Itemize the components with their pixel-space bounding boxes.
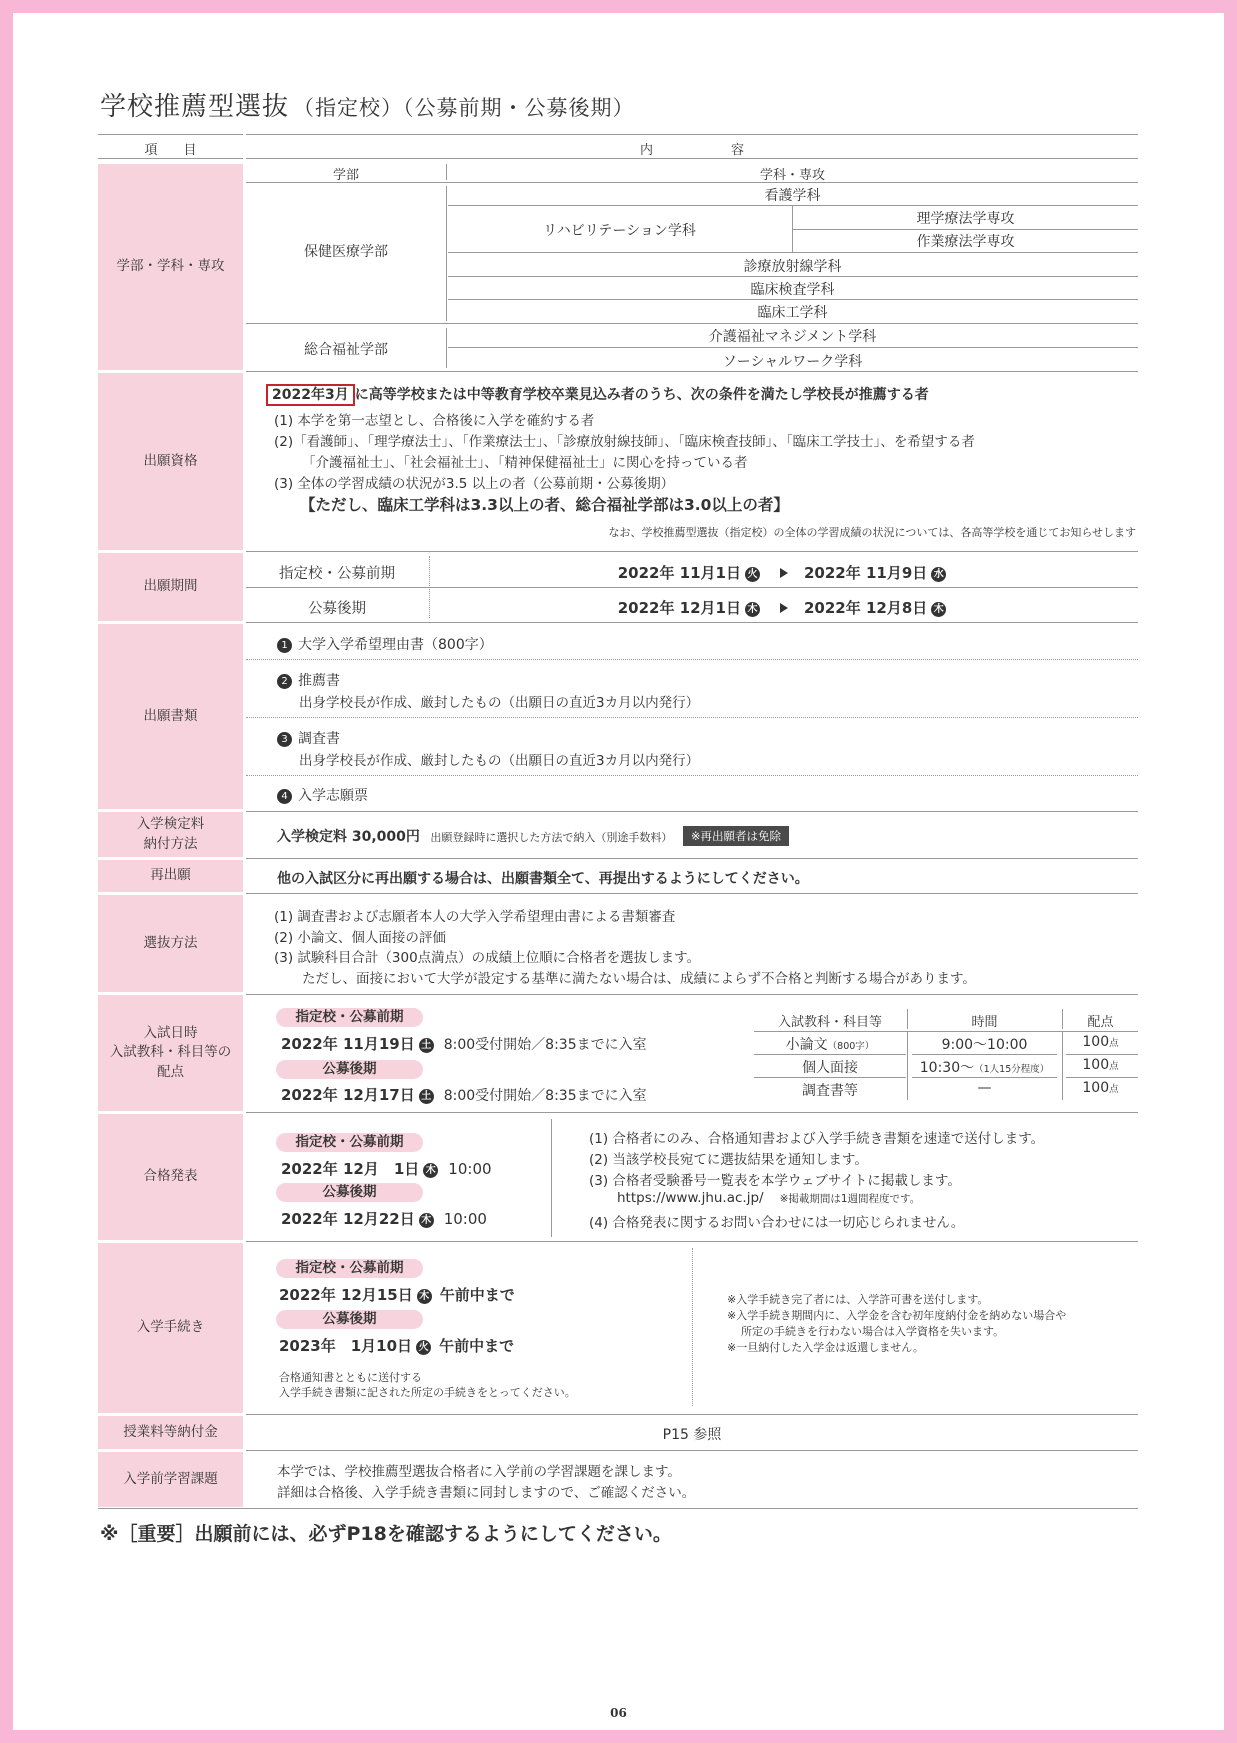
reapply-text: 他の入試区分に再出願する場合は、出願書類全て、再提出するようにしてください。 [277, 871, 809, 887]
document-2 [277, 670, 340, 690]
document-divider-3 [246, 775, 1138, 776]
header-line-right [246, 134, 1138, 135]
result-date-early [281, 1158, 492, 1179]
exam-r2-points [1063, 1057, 1138, 1073]
page-title [100, 86, 635, 123]
period-r2-label: 公募後期 [308, 601, 366, 617]
document-divider-2 [246, 717, 1138, 718]
exam-r3-subject: 調査書等 [802, 1083, 858, 1099]
enroll-pill-late: 公募後期 [276, 1310, 423, 1329]
day-icon: 火 [745, 567, 760, 582]
exam-r2-line-b [912, 1077, 1057, 1078]
sep-reapply [246, 858, 1138, 859]
selection-3-note: ただし、面接において大学が設定する基準に満たない場合は、成績によらず不合格と判断する場合があります。 [302, 971, 976, 987]
fee-row [277, 826, 789, 846]
exam-r1-time: 9:00〜10:00 [941, 1037, 1028, 1053]
sep-documents [246, 622, 1138, 623]
enroll-date1: 2022年 12月15日 [279, 1286, 413, 1304]
enroll-date-late [279, 1335, 514, 1356]
qualification-c2b: 「介護福祉士」、「社会福祉士」、「精神保健福祉士」に関心を持っている者 [302, 455, 748, 471]
faculty-welfare: 総合福祉学部 [304, 342, 388, 358]
document-4 [277, 785, 368, 805]
result-time2: 10:00 [443, 1210, 487, 1228]
title-main: 学校推薦型選抜 [100, 92, 290, 122]
enroll-r2: ※入学手続き期間内に、入学金を含む初年度納付金を納めない場合や [727, 1309, 1067, 1322]
enroll-note2: 入学手続き書類に記された所定の手続きをとってください。 [279, 1386, 576, 1399]
exam-time1: 8:00受付開始／8:35までに入室 [443, 1037, 647, 1053]
result-date2: 2022年 12月22日 [281, 1210, 415, 1228]
result-url-row [617, 1190, 920, 1206]
enroll-r1: ※入学手続き完了者には、入学許可書を送付します。 [727, 1293, 989, 1306]
dept-radiology: 診療放射線学科 [743, 259, 842, 275]
day-icon: 土 [419, 1038, 434, 1053]
exam-r2-points-value: 100 [1082, 1057, 1110, 1073]
arrow-right-icon [780, 568, 788, 578]
exam-table-vline-3 [907, 1032, 908, 1100]
qualification-lead [266, 384, 929, 404]
label-enrollment: 入学手続き [98, 1243, 243, 1413]
header-line-right-bottom [246, 158, 1138, 159]
enroll-time2: 午前中まで [439, 1337, 515, 1355]
exam-r1-subject [754, 1034, 906, 1054]
qualification-emphasis: 【ただし、臨床工学科は3.3以上の者、総合福祉学部は3.0以上の者】 [300, 496, 789, 514]
selection-2: (2) 小論文、個人面接の評価 [274, 930, 446, 946]
result-url-note: ※掲載期間は1週間程度です。 [779, 1193, 921, 1205]
document-3-text: 調査書 [298, 731, 340, 747]
label-period: 出願期間 [98, 553, 243, 621]
header-item: 項 目 [144, 143, 197, 158]
period-row-divider [246, 587, 1138, 588]
fee-amount: 入学検定料 30,000円 [277, 829, 420, 845]
exam-date1: 2022年 11月19日 [281, 1035, 415, 1053]
result-n4: (4) 合格発表に関するお問い合わせには一切応じられません。 [589, 1215, 965, 1231]
label-fee: 入学検定料 納付方法 [98, 812, 243, 857]
exam-r2-time [908, 1057, 1061, 1077]
result-n3: (3) 合格者受験番号一覧表を本学ウェブサイトに掲載します。 [589, 1173, 961, 1189]
exam-date-early [281, 1033, 647, 1054]
exam-r2-time-text: 10:30〜 [919, 1060, 975, 1076]
tuition-text: P15 参照 [662, 1427, 722, 1443]
line-radiology [448, 276, 1138, 277]
page-number: 06 [610, 1706, 627, 1720]
number-1-icon: 1 [277, 638, 292, 653]
result-url-link[interactable]: https://www.jhu.ac.jp/ [617, 1190, 764, 1206]
day-icon: 木 [745, 602, 760, 617]
label-result: 合格発表 [98, 1114, 243, 1240]
document-2-text: 推薦書 [298, 673, 340, 689]
enroll-pill-early: 指定校・公募前期 [276, 1259, 423, 1278]
faculty-header-divider [446, 164, 447, 180]
fee-exemption-badge: ※再出願者は免除 [683, 826, 789, 846]
prestudy-l2: 詳細は合格後、入学手続き書類に同封しますので、ご確認ください。 [277, 1485, 696, 1501]
exam-r2-line-a [754, 1077, 906, 1078]
label-documents: 出願書類 [98, 624, 243, 809]
label-tuition: 授業料等納付金 [98, 1416, 243, 1449]
exam-r1-subject-note: （800字） [827, 1041, 875, 1052]
exam-r1-line-b [912, 1054, 1057, 1055]
dept-lab: 臨床検査学科 [750, 282, 835, 298]
period-r2-range [430, 597, 1138, 618]
label-selection: 選抜方法 [98, 895, 243, 992]
points-unit: 点 [1109, 1038, 1119, 1049]
period-r1-start: 2022年 11月1日 [617, 564, 741, 582]
enroll-time1: 午前中まで [439, 1286, 515, 1304]
day-icon: 木 [417, 1289, 432, 1304]
exam-r3-points-value: 100 [1082, 1080, 1110, 1096]
day-icon: 木 [931, 602, 946, 617]
number-4-icon: 4 [277, 789, 292, 804]
period-r2-start: 2022年 12月1日 [617, 599, 741, 617]
sep-period [246, 551, 1138, 552]
result-vdivider [551, 1119, 552, 1237]
period-r1-label: 指定校・公募前期 [279, 566, 395, 582]
number-3-icon: 3 [277, 732, 292, 747]
exam-r3-time: — [977, 1080, 992, 1096]
exam-r1-points [1063, 1034, 1138, 1050]
fee-method: 出願登録時に選択した方法で納入（別途手数料） [430, 831, 673, 844]
exam-table-h3: 配点 [1087, 1015, 1114, 1030]
enroll-r3: ※一旦納付した入学金は返還しません。 [727, 1341, 924, 1354]
line-nursing [448, 205, 1138, 206]
qualification-date-box: 2022年3月 [266, 384, 355, 406]
exam-table-header-line [754, 1031, 1138, 1032]
day-icon: 木 [423, 1163, 438, 1178]
document-divider-1 [246, 659, 1138, 660]
label-faculty: 学部・学科・専攻 [98, 164, 243, 370]
document-4-text: 入学志願票 [298, 788, 368, 804]
sep-result [246, 1112, 1138, 1113]
label-reapply: 再出願 [98, 860, 243, 892]
important-note: ※［重要］出願前には、必ずP18を確認するようにしてください。 [100, 1523, 672, 1545]
exam-r1-line-c [1066, 1054, 1138, 1055]
result-date1: 2022年 12月 1日 [281, 1160, 420, 1178]
sep-selection [246, 893, 1138, 894]
document-2-note: 出身学校長が作成、厳封したもの（出願日の直近3カ月以内発行） [299, 695, 700, 711]
day-icon: 木 [419, 1213, 434, 1228]
period-r1-end: 2022年 11月9日 [804, 564, 928, 582]
exam-table-h2: 時間 [971, 1015, 998, 1030]
label-exam: 入試日時 入試教科・科目等の 配点 [98, 995, 243, 1111]
exam-table-h1: 入試教科・科目等 [777, 1015, 882, 1030]
qualification-lead-text: に高等学校または中等教育学校卒業見込み者のうち、次の条件を満たし学校長が推薦する者 [354, 387, 929, 403]
number-2-icon: 2 [277, 674, 292, 689]
dept-care-mgmt: 介護福祉マネジメント学科 [708, 329, 877, 345]
day-icon: 火 [416, 1340, 431, 1355]
qualification-note: なお、学校推薦型選抜（指定校）の全体の学習成績の状況については、各高等学校を通じてお知らせします [608, 526, 1136, 539]
exam-r2-subject: 個人面接 [802, 1060, 858, 1076]
day-icon: 土 [419, 1089, 434, 1104]
enroll-date-early [279, 1284, 515, 1305]
sep-qualification [246, 371, 1138, 372]
exam-r1-subject-text: 小論文 [785, 1037, 828, 1053]
dept-col-header: 学科・専攻 [759, 168, 825, 183]
points-unit: 点 [1109, 1084, 1119, 1095]
faculty-col-header: 学部 [332, 168, 359, 183]
document-1 [277, 634, 493, 654]
document-3 [277, 728, 340, 748]
exam-r2-time-note: （1人15分程度） [974, 1064, 1050, 1075]
line-pt [793, 229, 1138, 230]
points-unit: 点 [1109, 1061, 1119, 1072]
dept-social-work: ソーシャルワーク学科 [722, 354, 863, 370]
line-hoken-end [246, 323, 1138, 324]
qualification-c3: (3) 全体の学習成績の状況が3.5 以上の者（公募前期・公募後期） [274, 476, 675, 492]
qualification-c1: (1) 本学を第一志望とし、合格後に入学を確約する者 [274, 413, 595, 429]
title-sub: （指定校）（公募前期・公募後期） [293, 96, 635, 120]
label-prestudy: 入学前学習課題 [98, 1452, 243, 1507]
dept-clinical-eng: 臨床工学科 [757, 305, 828, 321]
line-care-mgmt [448, 347, 1138, 348]
result-pill-early: 指定校・公募前期 [276, 1133, 423, 1152]
result-n1: (1) 合格者にのみ、合格通知書および入学手続き書類を速達で送付します。 [589, 1131, 1045, 1147]
exam-date-late [281, 1084, 647, 1105]
label-qualification: 出願資格 [98, 373, 243, 550]
prestudy-l1: 本学では、学校推薦型選抜合格者に入学前の学習課題を課します。 [277, 1464, 681, 1480]
header-content: 内 容 [639, 143, 744, 158]
enroll-note1: 合格通知書とともに送付する [279, 1371, 422, 1384]
result-time1: 10:00 [448, 1160, 492, 1178]
exam-r3-points [1063, 1080, 1138, 1096]
sep-fee [246, 811, 1138, 812]
selection-3: (3) 試験科目合計（300点満点）の成績上位順に合格者を選抜します。 [274, 950, 701, 966]
exam-pill-early: 指定校・公募前期 [276, 1008, 423, 1027]
qualification-c2a: (2)「看護師」、「理学療法士」、「作業療法士」、「診療放射線技師」、「臨床検査技師」、「臨床工学技士」、を希望する者 [274, 434, 975, 450]
selection-1: (1) 調査書および志願者本人の大学入学希望理由書による書類審査 [274, 909, 676, 925]
dept-nursing: 看護学科 [764, 188, 821, 204]
exam-pill-late: 公募後期 [276, 1060, 423, 1079]
dept-rehab: リハビリテーション学科 [543, 223, 696, 239]
document-3-note: 出身学校長が作成、厳封したもの（出願日の直近3カ月以内発行） [299, 753, 700, 769]
table-bottom-line [98, 1508, 1138, 1509]
exam-date2: 2022年 12月17日 [281, 1086, 415, 1104]
faculty-hoken: 保健医療学部 [304, 244, 388, 260]
header-line-left-bottom [98, 158, 243, 159]
line-rehab [448, 252, 1138, 253]
major-pt: 理学療法学専攻 [916, 211, 1015, 227]
exam-table-vline-4 [1062, 1032, 1063, 1100]
exam-r1-line-a [754, 1054, 906, 1055]
result-date-late [281, 1208, 487, 1229]
document-1-text: 大学入学希望理由書（800字） [298, 637, 493, 653]
sep-prestudy [246, 1450, 1138, 1451]
exam-r1-points-value: 100 [1082, 1034, 1110, 1050]
faculty-header-line [246, 182, 1138, 183]
sep-tuition [246, 1414, 1138, 1415]
enroll-r2b: 所定の手続きを行わない場合は入学資格を失います。 [741, 1325, 1005, 1338]
result-pill-late: 公募後期 [276, 1183, 423, 1202]
enroll-date2: 2023年 1月10日 [279, 1337, 413, 1355]
day-icon: 水 [931, 567, 946, 582]
enroll-vdivider [692, 1248, 693, 1406]
exam-r2-line-c [1066, 1077, 1138, 1078]
arrow-right-icon [780, 603, 788, 613]
result-n2: (2) 当該学校長宛てに選抜結果を通知します。 [589, 1152, 868, 1168]
exam-time2: 8:00受付開始／8:35までに入室 [443, 1088, 647, 1104]
line-lab [448, 299, 1138, 300]
sep-exam [246, 994, 1138, 995]
header-line-left [98, 134, 243, 135]
sep-enrollment [246, 1241, 1138, 1242]
faculty-vdivider-1 [446, 186, 447, 321]
major-ot: 作業療法学専攻 [916, 234, 1015, 250]
period-r1-range [430, 562, 1138, 583]
period-r2-end: 2022年 12月8日 [804, 599, 928, 617]
